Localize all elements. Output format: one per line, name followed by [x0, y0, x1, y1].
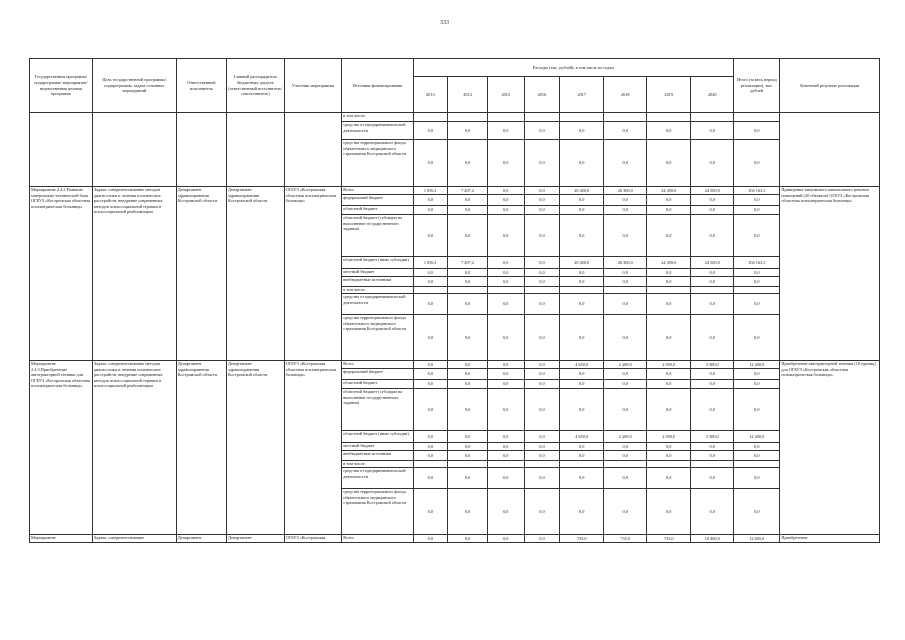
amount-cell: 0,0	[413, 215, 448, 257]
amount-cell: 0,0	[560, 315, 604, 361]
empty-goal-cell	[92, 113, 176, 187]
amount-cell: 0,0	[560, 269, 604, 277]
source-cell: внебюджетные источники	[342, 451, 413, 461]
amount-cell: 0,0	[413, 361, 448, 369]
amount-cell	[413, 461, 448, 468]
amount-cell: 3 300,0	[691, 361, 734, 369]
amount-cell: 0,0	[524, 443, 560, 451]
amount-cell: 0,0	[734, 195, 780, 206]
amount-cell: 0,0	[487, 269, 524, 277]
amount-cell: 0,0	[560, 389, 604, 431]
amount-cell: 0,0	[524, 277, 560, 287]
amount-cell: 0,0	[487, 315, 524, 361]
header-total: Итого (за весь период реализации), тыс. рублей	[734, 59, 780, 113]
amount-cell: 0,0	[691, 140, 734, 187]
amount-cell: 0,0	[487, 294, 524, 315]
amount-cell: 0,0	[487, 535, 524, 543]
amount-cell	[734, 461, 780, 468]
amount-cell: 0,0	[647, 369, 691, 380]
amount-cell: 0,0	[524, 361, 560, 369]
amount-cell: 0,0	[604, 468, 647, 489]
amount-cell	[560, 461, 604, 468]
amount-cell: 0,0	[487, 140, 524, 187]
result-cell: Приведение закупаемого капитального ремонта помещений (20 объектов) ОГБУЗ «Костромская областная психиатрическая больница»	[780, 187, 880, 361]
amount-cell: 10 400,0	[691, 535, 734, 543]
amount-cell: 1 056,1	[413, 257, 448, 269]
amount-cell	[524, 461, 560, 468]
amount-cell	[691, 287, 734, 294]
header-year: 2016	[524, 77, 560, 113]
amount-cell: 0,0	[691, 468, 734, 489]
amount-cell: 0,0	[413, 380, 448, 389]
participant-cell: ОГБУЗ «Костромская	[284, 535, 342, 543]
amount-cell: 20 450,0	[560, 257, 604, 269]
source-cell: Всего	[342, 361, 413, 369]
amount-cell: 0,0	[524, 140, 560, 187]
amount-cell: 0,0	[734, 122, 780, 140]
amount-cell: 0,0	[604, 389, 647, 431]
header-year: 2014	[448, 77, 488, 113]
amount-cell	[448, 113, 488, 122]
source-cell: в том числе:	[342, 113, 413, 122]
empty-budget-manager-cell	[227, 113, 285, 187]
amount-cell: 0,0	[647, 122, 691, 140]
amount-cell: 0,0	[604, 140, 647, 187]
table-row	[30, 187, 880, 195]
amount-cell: 0,0	[647, 443, 691, 451]
amount-cell: 0,0	[734, 140, 780, 187]
participant-cell: ОГБУЗ «Костромская областная психиатрическая больница»	[284, 361, 342, 535]
participant-cell: ОГБУЗ «Костромская областная психиатрическая больница»	[284, 187, 342, 361]
amount-cell: 0,0	[604, 315, 647, 361]
amount-cell: 0,0	[487, 122, 524, 140]
header-result: Конечный результат реализации	[780, 59, 880, 113]
source-cell: областной бюджет (субсидии на выполнение государственного задания)	[342, 389, 413, 431]
empty-participant-cell	[284, 113, 342, 187]
header-year: 2018	[604, 77, 647, 113]
amount-cell: 0,0	[604, 294, 647, 315]
amount-cell: 0,0	[647, 380, 691, 389]
amount-cell: 0,0	[560, 443, 604, 451]
amount-cell: 0,0	[647, 269, 691, 277]
amount-cell: 0,0	[647, 215, 691, 257]
amount-cell: 0,0	[448, 369, 488, 380]
amount-cell: 0,0	[524, 380, 560, 389]
program-cell: Мероприятие	[30, 535, 93, 543]
amount-cell: 0,0	[691, 195, 734, 206]
amount-cell: 0,0	[691, 389, 734, 431]
amount-cell: 0,0	[734, 206, 780, 215]
amount-cell	[691, 461, 734, 468]
amount-cell: 24 500,0	[691, 257, 734, 269]
amount-cell: 12 200,0	[734, 431, 780, 443]
amount-cell: 0,0	[487, 431, 524, 443]
amount-cell: 0,0	[647, 277, 691, 287]
amount-cell: 0,0	[560, 451, 604, 461]
amount-cell: 0,0	[647, 315, 691, 361]
amount-cell: 0,0	[448, 122, 488, 140]
table-row	[30, 113, 880, 122]
source-cell: средства территориального фонда обязательного медицинского страхования Костромской области	[342, 315, 413, 361]
amount-cell: 3 300,0	[691, 431, 734, 443]
financing-table	[29, 58, 880, 543]
table-row	[30, 535, 880, 543]
amount-cell: 0,0	[413, 443, 448, 451]
amount-cell: 0,0	[487, 277, 524, 287]
amount-cell: 0,0	[691, 489, 734, 535]
amount-cell: 0,0	[487, 451, 524, 461]
amount-cell	[560, 113, 604, 122]
amount-cell: 0,0	[448, 443, 488, 451]
amount-cell: 0,0	[691, 380, 734, 389]
source-cell: в том числе:	[342, 461, 413, 468]
amount-cell: 0,0	[604, 451, 647, 461]
amount-cell	[604, 113, 647, 122]
program-cell: Мероприятие 2.4.2.Развитие материально-технической базы ОГБУЗ «Костромская областная психиатрическая больница»	[30, 187, 93, 361]
amount-cell: 0,0	[413, 451, 448, 461]
amount-cell: 0,0	[448, 468, 488, 489]
amount-cell: 0,0	[647, 294, 691, 315]
source-cell: местный бюджет	[342, 443, 413, 451]
amount-cell: 0,0	[604, 380, 647, 389]
amount-cell	[487, 461, 524, 468]
responsible-cell: Департамент здравоохранения Костромской области	[176, 187, 226, 361]
amount-cell: 0,0	[647, 489, 691, 535]
amount-cell: 0,0	[524, 535, 560, 543]
amount-cell: 0,0	[413, 195, 448, 206]
header-participant: Участник мероприятия	[284, 59, 342, 113]
amount-cell: 0,0	[691, 277, 734, 287]
amount-cell: 0,0	[691, 206, 734, 215]
amount-cell: 0,0	[524, 269, 560, 277]
amount-cell: 0,0	[604, 206, 647, 215]
amount-cell: 0,0	[647, 451, 691, 461]
amount-cell: 0,0	[560, 215, 604, 257]
amount-cell: 0,0	[560, 380, 604, 389]
result-cell: Приобретение	[780, 535, 880, 543]
amount-cell: 0,0	[413, 468, 448, 489]
amount-cell: 0,0	[524, 187, 560, 195]
source-cell: внебюджетные источники	[342, 277, 413, 287]
amount-cell: 0,0	[413, 389, 448, 431]
empty-responsible-cell	[176, 113, 226, 187]
amount-cell: 0,0	[524, 389, 560, 431]
amount-cell: 0,0	[734, 468, 780, 489]
amount-cell: 0,0	[448, 451, 488, 461]
amount-cell: 0,0	[734, 451, 780, 461]
amount-cell: 0,0	[524, 489, 560, 535]
amount-cell: 0,0	[691, 369, 734, 380]
amount-cell: 735,0	[647, 535, 691, 543]
result-cell: Приобретение автотракторной техники (10 единиц) для ОГБУЗ «Костромская областная психиатрическая больница»	[780, 361, 880, 535]
amount-cell: 20 450,0	[560, 187, 604, 195]
amount-cell: 0,0	[647, 206, 691, 215]
amount-cell: 0,0	[448, 294, 488, 315]
amount-cell: 0,0	[413, 206, 448, 215]
amount-cell: 0,0	[524, 195, 560, 206]
amount-cell: 0,0	[524, 451, 560, 461]
amount-cell: 0,0	[448, 380, 488, 389]
amount-cell	[524, 287, 560, 294]
amount-cell: 0,0	[734, 380, 780, 389]
amount-cell	[413, 287, 448, 294]
amount-cell: 0,0	[604, 122, 647, 140]
amount-cell: 0,0	[734, 277, 780, 287]
amount-cell: 0,0	[487, 380, 524, 389]
amount-cell: 24 450,0	[647, 257, 691, 269]
amount-cell: 0,0	[691, 215, 734, 257]
source-cell: средства территориального фонда обязательного медицинского страхования Костромской области	[342, 140, 413, 187]
amount-cell: 0,0	[487, 489, 524, 535]
amount-cell: 0,0	[487, 187, 524, 195]
source-cell: Всего	[342, 535, 413, 543]
amount-cell: 0,0	[524, 431, 560, 443]
amount-cell: 12 200,0	[734, 361, 780, 369]
amount-cell: 7 407,2	[448, 257, 488, 269]
amount-cell: 0,0	[604, 277, 647, 287]
amount-cell: 0,0	[560, 369, 604, 380]
amount-cell: 0,0	[413, 535, 448, 543]
page-number: 333	[440, 20, 449, 26]
amount-cell: 0,0	[560, 489, 604, 535]
amount-cell: 0,0	[560, 294, 604, 315]
amount-cell	[734, 113, 780, 122]
amount-cell: 0,0	[691, 294, 734, 315]
amount-cell: 0,0	[487, 206, 524, 215]
header-expenses: Расходы (тыс. рублей), в том числе по годам	[413, 59, 734, 77]
amount-cell: 0,0	[448, 431, 488, 443]
amount-cell: 0,0	[604, 443, 647, 451]
amount-cell: 0,0	[524, 468, 560, 489]
source-cell: областной бюджет (субсидии на выполнение государственного задания)	[342, 215, 413, 257]
header-year: 2013	[413, 77, 448, 113]
amount-cell: 0,0	[487, 468, 524, 489]
program-cell: Мероприятие 2.4.3.Приобретение автотракторной техники для ОГБУЗ «Костромская областная психиатрическая больница»	[30, 361, 93, 535]
empty-program-cell	[30, 113, 93, 187]
amount-cell: 0,0	[691, 269, 734, 277]
amount-cell: 0,0	[448, 389, 488, 431]
budget-manager-cell: Департамент здравоохранения Костромской области	[227, 361, 285, 535]
amount-cell: 0,0	[734, 315, 780, 361]
amount-cell: 735,0	[560, 535, 604, 543]
goal-cell: Задача: совершенствование	[92, 535, 176, 543]
amount-cell: 0,0	[560, 277, 604, 287]
amount-cell: 0,0	[604, 195, 647, 206]
amount-cell: 0,0	[448, 206, 488, 215]
header-goal: Цель государственной программы/подпрограммы, задача основных мероприятий	[92, 59, 176, 113]
amount-cell	[487, 113, 524, 122]
source-cell: областной бюджет (иные субсидии)	[342, 257, 413, 269]
header-year: 2017	[560, 77, 604, 113]
source-cell: федеральный бюджет	[342, 369, 413, 380]
amount-cell: 104 163,3	[734, 257, 780, 269]
amount-cell: 0,0	[524, 206, 560, 215]
amount-cell: 0,0	[413, 122, 448, 140]
amount-cell: 0,0	[413, 294, 448, 315]
table-row	[30, 361, 880, 369]
amount-cell: 0,0	[560, 140, 604, 187]
source-cell: областной бюджет	[342, 380, 413, 389]
amount-cell: 0,0	[487, 361, 524, 369]
amount-cell: 0,0	[604, 489, 647, 535]
amount-cell: 0,0	[413, 431, 448, 443]
amount-cell: 0,0	[487, 215, 524, 257]
amount-cell	[647, 287, 691, 294]
empty-result-cell	[780, 113, 880, 187]
amount-cell: 0,0	[560, 122, 604, 140]
source-cell: средства территориального фонда обязательного медицинского страхования Костромской области	[342, 489, 413, 535]
source-cell: средства от предпринимательской деятельности	[342, 122, 413, 140]
amount-cell: 0,0	[604, 269, 647, 277]
amount-cell: 0,0	[448, 361, 488, 369]
amount-cell: 0,0	[487, 389, 524, 431]
amount-cell: 0,0	[734, 489, 780, 535]
amount-cell: 0,0	[691, 443, 734, 451]
amount-cell	[604, 287, 647, 294]
amount-cell: 2 050,0	[647, 431, 691, 443]
header-year: 2015	[487, 77, 524, 113]
amount-cell: 735,0	[604, 535, 647, 543]
source-cell: областной бюджет	[342, 206, 413, 215]
responsible-cell: Департамент	[176, 535, 226, 543]
source-cell: средства от предпринимательской деятельности	[342, 468, 413, 489]
header-budget-manager: Главный распорядитель бюджетных средств (ответственный исполнитель/ соисполнитель)	[227, 59, 285, 113]
amount-cell	[734, 287, 780, 294]
amount-cell: 0,0	[413, 489, 448, 535]
amount-cell: 0,0	[647, 468, 691, 489]
amount-cell	[448, 461, 488, 468]
amount-cell	[560, 287, 604, 294]
amount-cell: 0,0	[413, 369, 448, 380]
amount-cell	[691, 113, 734, 122]
amount-cell: 0,0	[448, 269, 488, 277]
header-responsible: Ответственный исполнитель	[176, 59, 226, 113]
amount-cell	[647, 113, 691, 122]
amount-cell: 0,0	[524, 315, 560, 361]
amount-cell: 1 056,1	[413, 187, 448, 195]
amount-cell: 104 163,3	[734, 187, 780, 195]
amount-cell: 0,0	[448, 315, 488, 361]
amount-cell: 12 605,0	[734, 535, 780, 543]
amount-cell: 0,0	[604, 215, 647, 257]
amount-cell: 0,0	[487, 257, 524, 269]
amount-cell: 0,0	[734, 294, 780, 315]
amount-cell: 0,0	[413, 277, 448, 287]
amount-cell: 0,0	[487, 443, 524, 451]
budget-manager-cell: Департамент	[227, 535, 285, 543]
amount-cell: 0,0	[691, 122, 734, 140]
amount-cell: 0,0	[734, 215, 780, 257]
budget-manager-cell: Департамент здравоохранения Костромской области	[227, 187, 285, 361]
amount-cell: 0,0	[734, 389, 780, 431]
amount-cell: 0,0	[448, 215, 488, 257]
amount-cell: 0,0	[448, 535, 488, 543]
amount-cell: 24 500,0	[691, 187, 734, 195]
source-cell: в том числе:	[342, 287, 413, 294]
amount-cell	[448, 287, 488, 294]
amount-cell	[413, 113, 448, 122]
header-source: Источник финансирования	[342, 59, 413, 113]
amount-cell: 0,0	[448, 140, 488, 187]
amount-cell: 0,0	[734, 443, 780, 451]
amount-cell: 0,0	[734, 369, 780, 380]
amount-cell: 0,0	[524, 215, 560, 257]
amount-cell: 0,0	[487, 195, 524, 206]
amount-cell: 0,0	[524, 294, 560, 315]
amount-cell: 0,0	[647, 389, 691, 431]
amount-cell: 0,0	[734, 269, 780, 277]
amount-cell: 0,0	[413, 315, 448, 361]
amount-cell: 0,0	[524, 257, 560, 269]
amount-cell: 2 050,0	[647, 361, 691, 369]
amount-cell: 2 200,0	[604, 431, 647, 443]
amount-cell: 0,0	[524, 122, 560, 140]
amount-cell	[647, 461, 691, 468]
amount-cell: 24 450,0	[647, 187, 691, 195]
amount-cell	[487, 287, 524, 294]
goal-cell: Задача: совершенствование методов диагностики и лечения психических расстройств, внедрение современных методов психосоциальной терапии и психосоциальной реабилитации	[92, 361, 176, 535]
source-cell: местный бюджет	[342, 269, 413, 277]
amount-cell: 0,0	[647, 195, 691, 206]
amount-cell: 26 300,0	[604, 187, 647, 195]
amount-cell: 0,0	[524, 369, 560, 380]
source-cell: областной бюджет (иные субсидии)	[342, 431, 413, 443]
amount-cell: 0,0	[691, 315, 734, 361]
responsible-cell: Департамент здравоохранения Костромской области	[176, 361, 226, 535]
source-cell: федеральный бюджет	[342, 195, 413, 206]
amount-cell	[524, 113, 560, 122]
amount-cell: 0,0	[604, 369, 647, 380]
amount-cell: 0,0	[413, 140, 448, 187]
amount-cell: 0,0	[487, 369, 524, 380]
amount-cell: 0,0	[560, 195, 604, 206]
amount-cell: 0,0	[560, 468, 604, 489]
amount-cell: 4 650,0	[560, 431, 604, 443]
goal-cell: Задача: совершенствование методов диагностики и лечения психических расстройств, внедрение современных методов психосоциальной терапии и психосоциальной реабилитации	[92, 187, 176, 361]
source-cell: Всего	[342, 187, 413, 195]
amount-cell: 0,0	[647, 140, 691, 187]
source-cell: средства от предпринимательской деятельности	[342, 294, 413, 315]
amount-cell: 0,0	[448, 277, 488, 287]
header-year: 2020	[691, 77, 734, 113]
amount-cell: 7 407,2	[448, 187, 488, 195]
amount-cell: 0,0	[560, 206, 604, 215]
header-program: Государственная программа/подпрограмма/ мероприятие/ ведомственная целевая программа	[30, 59, 93, 113]
amount-cell: 4 650,0	[560, 361, 604, 369]
amount-cell: 0,0	[413, 269, 448, 277]
amount-cell: 0,0	[691, 451, 734, 461]
amount-cell: 0,0	[448, 195, 488, 206]
amount-cell: 26 300,0	[604, 257, 647, 269]
amount-cell	[604, 461, 647, 468]
amount-cell: 2 200,0	[604, 361, 647, 369]
header-year: 2019	[647, 77, 691, 113]
amount-cell: 0,0	[448, 489, 488, 535]
